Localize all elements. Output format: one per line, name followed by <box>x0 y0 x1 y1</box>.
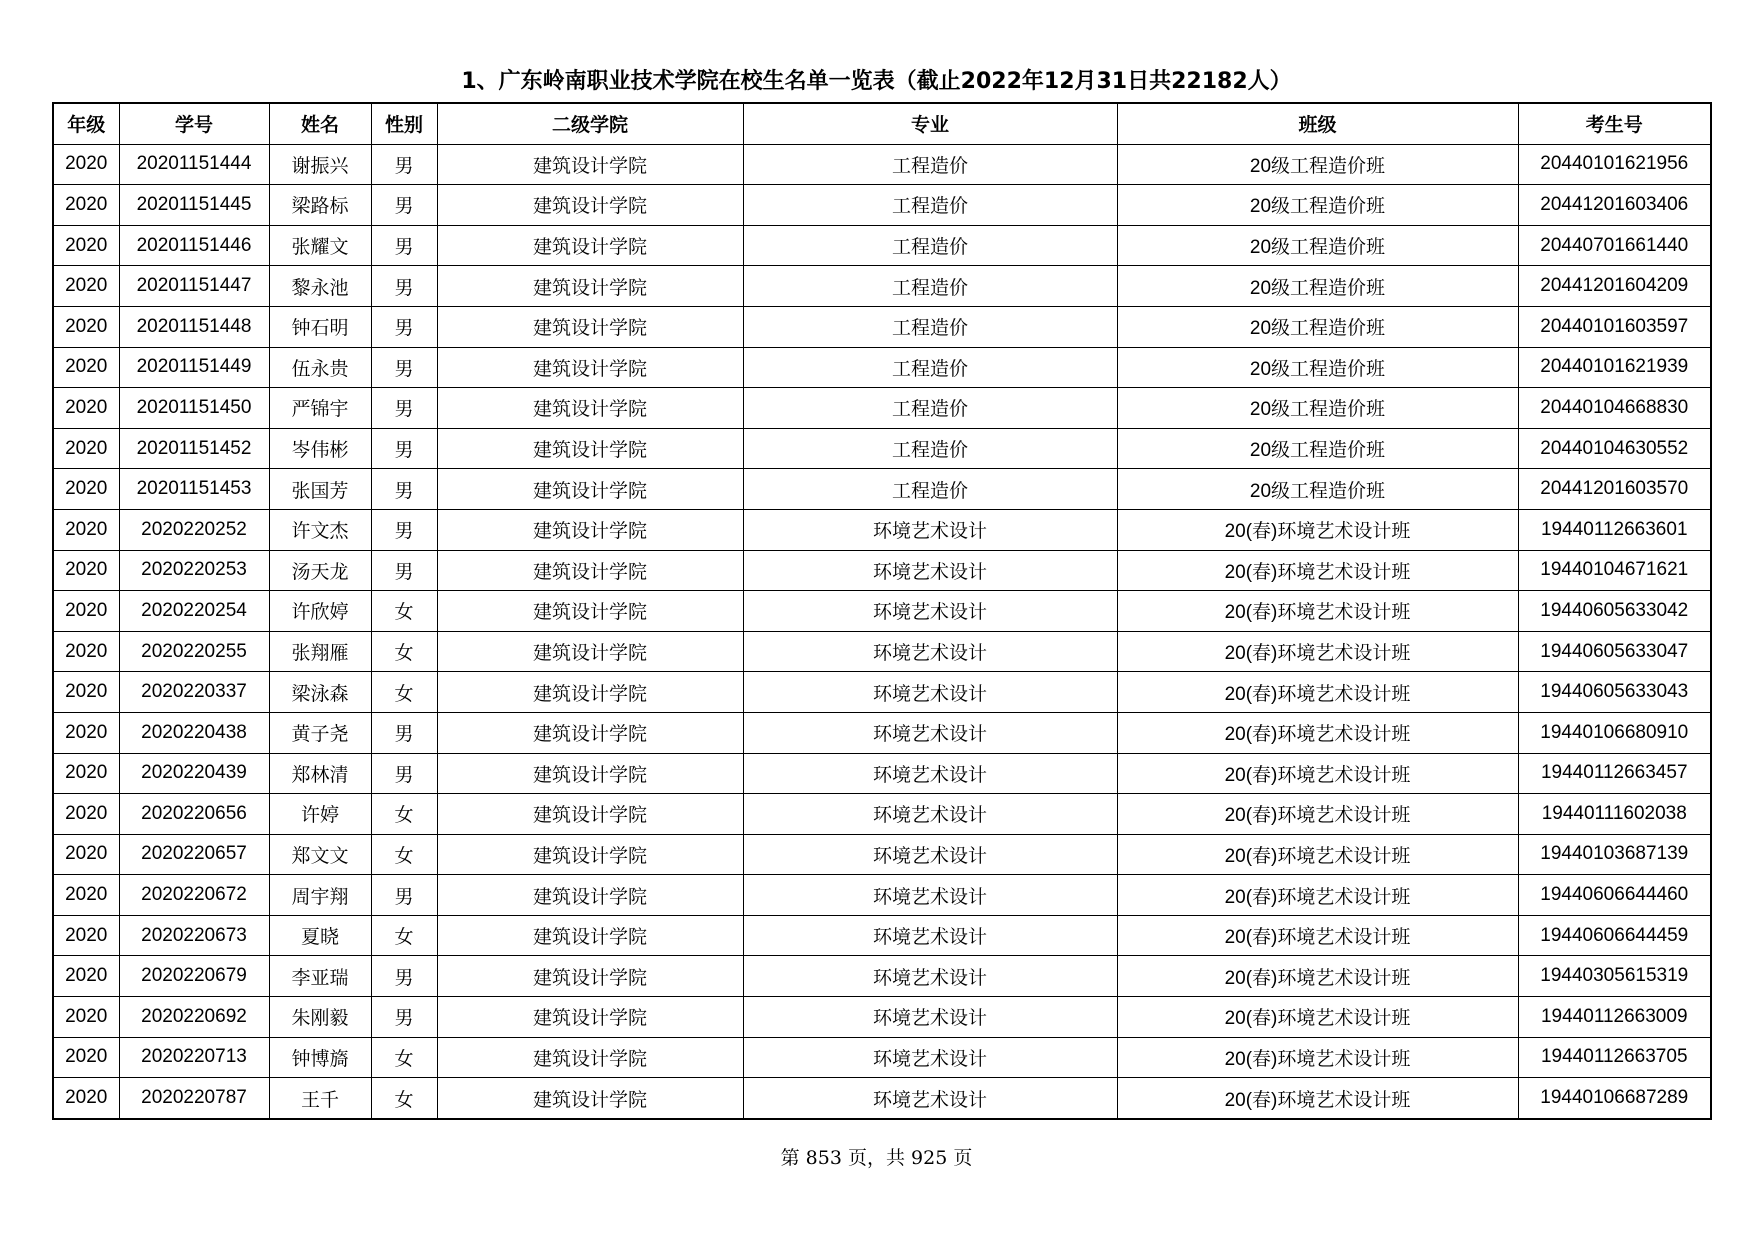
cell-name: 严锦宇 <box>269 388 371 429</box>
cell-major: 工程造价 <box>743 388 1117 429</box>
cell-college: 建筑设计学院 <box>437 388 743 429</box>
table-row <box>53 550 1711 591</box>
cell-grade: 2020 <box>53 794 119 835</box>
cell-name: 张国芳 <box>269 469 371 510</box>
cell-name: 李亚瑞 <box>269 956 371 997</box>
cell-gender: 男 <box>371 712 437 753</box>
cell-gender: 男 <box>371 185 437 226</box>
cell-grade: 2020 <box>53 875 119 916</box>
cell-college: 建筑设计学院 <box>437 550 743 591</box>
cell-grade: 2020 <box>53 144 119 185</box>
cell-name: 伍永贵 <box>269 347 371 388</box>
cell-major: 工程造价 <box>743 428 1117 469</box>
cell-grade: 2020 <box>53 672 119 713</box>
table-row <box>53 428 1711 469</box>
cell-major: 环境艺术设计 <box>743 997 1117 1038</box>
cell-college: 建筑设计学院 <box>437 794 743 835</box>
table-row <box>53 834 1711 875</box>
cell-student-id: 20201151449 <box>119 347 269 388</box>
cell-grade: 2020 <box>53 185 119 226</box>
cell-gender: 女 <box>371 631 437 672</box>
cell-exam-number: 20441201603406 <box>1518 185 1711 226</box>
cell-class: 20级工程造价班 <box>1117 428 1518 469</box>
cell-name: 梁路标 <box>269 185 371 226</box>
cell-class: 20(春)环境艺术设计班 <box>1117 712 1518 753</box>
cell-student-id: 2020220673 <box>119 915 269 956</box>
cell-name: 谢振兴 <box>269 144 371 185</box>
table-header <box>53 103 1711 144</box>
cell-class: 20(春)环境艺术设计班 <box>1117 794 1518 835</box>
cell-major: 环境艺术设计 <box>743 753 1117 794</box>
cell-student-id: 2020220692 <box>119 997 269 1038</box>
cell-student-id: 20201151444 <box>119 144 269 185</box>
table-row <box>53 997 1711 1038</box>
cell-name: 钟博旖 <box>269 1037 371 1078</box>
cell-exam-number: 19440305615319 <box>1518 956 1711 997</box>
cell-student-id: 2020220252 <box>119 509 269 550</box>
cell-student-id: 2020220254 <box>119 591 269 632</box>
cell-grade: 2020 <box>53 550 119 591</box>
page-footer: 第 853 页，共 925 页 <box>780 1147 973 1169</box>
cell-gender: 女 <box>371 915 437 956</box>
cell-name: 王千 <box>269 1078 371 1119</box>
table-row <box>53 753 1711 794</box>
cell-student-id: 20201151445 <box>119 185 269 226</box>
cell-major: 工程造价 <box>743 185 1117 226</box>
cell-gender: 女 <box>371 834 437 875</box>
cell-name: 岑伟彬 <box>269 428 371 469</box>
cell-major: 环境艺术设计 <box>743 1037 1117 1078</box>
cell-student-id: 20201151450 <box>119 388 269 429</box>
cell-class: 20(春)环境艺术设计班 <box>1117 631 1518 672</box>
table-row <box>53 225 1711 266</box>
cell-gender: 男 <box>371 347 437 388</box>
col-header-exam-number: 考生号 <box>1518 103 1711 144</box>
cell-class: 20级工程造价班 <box>1117 469 1518 510</box>
cell-grade: 2020 <box>53 347 119 388</box>
cell-college: 建筑设计学院 <box>437 915 743 956</box>
cell-exam-number: 20440701661440 <box>1518 225 1711 266</box>
table-row <box>53 306 1711 347</box>
cell-grade: 2020 <box>53 712 119 753</box>
table-row <box>53 469 1711 510</box>
cell-major: 工程造价 <box>743 266 1117 307</box>
table-row <box>53 144 1711 185</box>
cell-name: 许婷 <box>269 794 371 835</box>
cell-exam-number: 19440103687139 <box>1518 834 1711 875</box>
cell-exam-number: 20440104630552 <box>1518 428 1711 469</box>
cell-major: 环境艺术设计 <box>743 1078 1117 1119</box>
cell-exam-number: 20441201604209 <box>1518 266 1711 307</box>
cell-gender: 女 <box>371 591 437 632</box>
cell-gender: 男 <box>371 428 437 469</box>
cell-student-id: 2020220255 <box>119 631 269 672</box>
cell-major: 环境艺术设计 <box>743 631 1117 672</box>
cell-exam-number: 19440605633047 <box>1518 631 1711 672</box>
cell-major: 工程造价 <box>743 306 1117 347</box>
cell-student-id: 20201151446 <box>119 225 269 266</box>
cell-exam-number: 20440104668830 <box>1518 388 1711 429</box>
table-row <box>53 185 1711 226</box>
cell-exam-number: 20440101621956 <box>1518 144 1711 185</box>
col-header-college: 二级学院 <box>437 103 743 144</box>
cell-class: 20(春)环境艺术设计班 <box>1117 753 1518 794</box>
cell-college: 建筑设计学院 <box>437 266 743 307</box>
cell-class: 20(春)环境艺术设计班 <box>1117 915 1518 956</box>
table-row <box>53 956 1711 997</box>
cell-major: 环境艺术设计 <box>743 834 1117 875</box>
cell-major: 工程造价 <box>743 225 1117 266</box>
cell-gender: 男 <box>371 875 437 916</box>
cell-college: 建筑设计学院 <box>437 144 743 185</box>
cell-class: 20(春)环境艺术设计班 <box>1117 591 1518 632</box>
cell-exam-number: 20440101603597 <box>1518 306 1711 347</box>
cell-college: 建筑设计学院 <box>437 1078 743 1119</box>
cell-student-id: 2020220337 <box>119 672 269 713</box>
header-row <box>53 103 1711 144</box>
cell-college: 建筑设计学院 <box>437 712 743 753</box>
table-row <box>53 388 1711 429</box>
cell-name: 黎永池 <box>269 266 371 307</box>
cell-grade: 2020 <box>53 509 119 550</box>
cell-class: 20级工程造价班 <box>1117 306 1518 347</box>
cell-college: 建筑设计学院 <box>437 956 743 997</box>
cell-student-id: 2020220713 <box>119 1037 269 1078</box>
cell-student-id: 2020220438 <box>119 712 269 753</box>
col-header-major: 专业 <box>743 103 1117 144</box>
cell-class: 20(春)环境艺术设计班 <box>1117 956 1518 997</box>
cell-gender: 男 <box>371 144 437 185</box>
cell-exam-number: 19440605633042 <box>1518 591 1711 632</box>
cell-exam-number: 20440101621939 <box>1518 347 1711 388</box>
cell-exam-number: 19440106687289 <box>1518 1078 1711 1119</box>
col-header-gender: 性别 <box>371 103 437 144</box>
cell-grade: 2020 <box>53 469 119 510</box>
cell-student-id: 2020220439 <box>119 753 269 794</box>
cell-class: 20级工程造价班 <box>1117 388 1518 429</box>
cell-grade: 2020 <box>53 225 119 266</box>
cell-class: 20(春)环境艺术设计班 <box>1117 834 1518 875</box>
cell-college: 建筑设计学院 <box>437 1037 743 1078</box>
cell-college: 建筑设计学院 <box>437 875 743 916</box>
cell-name: 张耀文 <box>269 225 371 266</box>
cell-name: 夏晓 <box>269 915 371 956</box>
cell-class: 20(春)环境艺术设计班 <box>1117 672 1518 713</box>
table-row <box>53 591 1711 632</box>
cell-name: 周宇翔 <box>269 875 371 916</box>
cell-gender: 男 <box>371 266 437 307</box>
page-title: 1、广东岭南职业技术学院在校生名单一览表（截止2022年12月31日共22182人） <box>461 69 1292 94</box>
table-row <box>53 1037 1711 1078</box>
cell-grade: 2020 <box>53 306 119 347</box>
cell-class: 20级工程造价班 <box>1117 347 1518 388</box>
cell-gender: 男 <box>371 997 437 1038</box>
cell-exam-number: 20441201603570 <box>1518 469 1711 510</box>
cell-grade: 2020 <box>53 834 119 875</box>
cell-student-id: 20201151453 <box>119 469 269 510</box>
cell-gender: 男 <box>371 469 437 510</box>
cell-class: 20(春)环境艺术设计班 <box>1117 875 1518 916</box>
cell-grade: 2020 <box>53 428 119 469</box>
cell-name: 许文杰 <box>269 509 371 550</box>
cell-college: 建筑设计学院 <box>437 997 743 1038</box>
cell-major: 环境艺术设计 <box>743 591 1117 632</box>
cell-exam-number: 19440606644459 <box>1518 915 1711 956</box>
cell-college: 建筑设计学院 <box>437 631 743 672</box>
cell-exam-number: 19440112663457 <box>1518 753 1711 794</box>
cell-name: 许欣婷 <box>269 591 371 632</box>
cell-exam-number: 19440112663601 <box>1518 509 1711 550</box>
cell-student-id: 2020220672 <box>119 875 269 916</box>
cell-class: 20(春)环境艺术设计班 <box>1117 1037 1518 1078</box>
cell-class: 20级工程造价班 <box>1117 144 1518 185</box>
cell-exam-number: 19440605633043 <box>1518 672 1711 713</box>
cell-exam-number: 19440111602038 <box>1518 794 1711 835</box>
cell-grade: 2020 <box>53 915 119 956</box>
table-body <box>53 144 1711 1119</box>
table-row <box>53 875 1711 916</box>
cell-major: 工程造价 <box>743 469 1117 510</box>
col-header-class: 班级 <box>1117 103 1518 144</box>
cell-gender: 女 <box>371 1037 437 1078</box>
cell-grade: 2020 <box>53 997 119 1038</box>
table-row <box>53 712 1711 753</box>
cell-major: 环境艺术设计 <box>743 509 1117 550</box>
cell-gender: 男 <box>371 753 437 794</box>
cell-college: 建筑设计学院 <box>437 225 743 266</box>
cell-student-id: 2020220679 <box>119 956 269 997</box>
cell-major: 环境艺术设计 <box>743 915 1117 956</box>
cell-grade: 2020 <box>53 266 119 307</box>
cell-exam-number: 19440106680910 <box>1518 712 1711 753</box>
cell-student-id: 2020220656 <box>119 794 269 835</box>
cell-college: 建筑设计学院 <box>437 509 743 550</box>
table-row <box>53 266 1711 307</box>
cell-class: 20级工程造价班 <box>1117 185 1518 226</box>
cell-college: 建筑设计学院 <box>437 347 743 388</box>
cell-exam-number: 19440112663009 <box>1518 997 1711 1038</box>
table-row <box>53 347 1711 388</box>
cell-gender: 男 <box>371 956 437 997</box>
cell-college: 建筑设计学院 <box>437 672 743 713</box>
cell-name: 黄子尧 <box>269 712 371 753</box>
table-row <box>53 915 1711 956</box>
cell-student-id: 2020220657 <box>119 834 269 875</box>
cell-major: 环境艺术设计 <box>743 875 1117 916</box>
table-row <box>53 631 1711 672</box>
cell-class: 20级工程造价班 <box>1117 266 1518 307</box>
cell-grade: 2020 <box>53 753 119 794</box>
cell-grade: 2020 <box>53 956 119 997</box>
cell-college: 建筑设计学院 <box>437 428 743 469</box>
cell-grade: 2020 <box>53 1037 119 1078</box>
cell-name: 汤天龙 <box>269 550 371 591</box>
cell-major: 环境艺术设计 <box>743 794 1117 835</box>
cell-college: 建筑设计学院 <box>437 469 743 510</box>
cell-gender: 男 <box>371 225 437 266</box>
cell-name: 郑文文 <box>269 834 371 875</box>
cell-gender: 男 <box>371 388 437 429</box>
cell-grade: 2020 <box>53 631 119 672</box>
cell-gender: 男 <box>371 550 437 591</box>
cell-college: 建筑设计学院 <box>437 185 743 226</box>
cell-name: 梁泳森 <box>269 672 371 713</box>
col-header-grade: 年级 <box>53 103 119 144</box>
table-row <box>53 672 1711 713</box>
cell-class: 20级工程造价班 <box>1117 225 1518 266</box>
cell-class: 20(春)环境艺术设计班 <box>1117 509 1518 550</box>
cell-exam-number: 19440104671621 <box>1518 550 1711 591</box>
cell-grade: 2020 <box>53 1078 119 1119</box>
cell-name: 钟石明 <box>269 306 371 347</box>
cell-student-id: 2020220253 <box>119 550 269 591</box>
table-row <box>53 1078 1711 1119</box>
cell-major: 环境艺术设计 <box>743 956 1117 997</box>
cell-class: 20(春)环境艺术设计班 <box>1117 550 1518 591</box>
cell-college: 建筑设计学院 <box>437 753 743 794</box>
table-row <box>53 794 1711 835</box>
cell-exam-number: 19440606644460 <box>1518 875 1711 916</box>
cell-student-id: 2020220787 <box>119 1078 269 1119</box>
cell-college: 建筑设计学院 <box>437 591 743 632</box>
col-header-name: 姓名 <box>269 103 371 144</box>
cell-class: 20(春)环境艺术设计班 <box>1117 997 1518 1038</box>
cell-major: 环境艺术设计 <box>743 550 1117 591</box>
cell-name: 郑林清 <box>269 753 371 794</box>
cell-college: 建筑设计学院 <box>437 834 743 875</box>
cell-student-id: 20201151448 <box>119 306 269 347</box>
cell-student-id: 20201151452 <box>119 428 269 469</box>
cell-gender: 女 <box>371 672 437 713</box>
cell-major: 工程造价 <box>743 347 1117 388</box>
col-header-student-id: 学号 <box>119 103 269 144</box>
cell-student-id: 20201151447 <box>119 266 269 307</box>
cell-grade: 2020 <box>53 591 119 632</box>
cell-gender: 男 <box>371 509 437 550</box>
student-roster-table <box>52 102 1712 1120</box>
cell-gender: 男 <box>371 306 437 347</box>
cell-grade: 2020 <box>53 388 119 429</box>
cell-major: 环境艺术设计 <box>743 712 1117 753</box>
cell-major: 环境艺术设计 <box>743 672 1117 713</box>
cell-gender: 女 <box>371 1078 437 1119</box>
cell-exam-number: 19440112663705 <box>1518 1037 1711 1078</box>
cell-gender: 女 <box>371 794 437 835</box>
table-row <box>53 509 1711 550</box>
cell-name: 朱刚毅 <box>269 997 371 1038</box>
cell-name: 张翔雁 <box>269 631 371 672</box>
cell-major: 工程造价 <box>743 144 1117 185</box>
cell-class: 20(春)环境艺术设计班 <box>1117 1078 1518 1119</box>
cell-college: 建筑设计学院 <box>437 306 743 347</box>
